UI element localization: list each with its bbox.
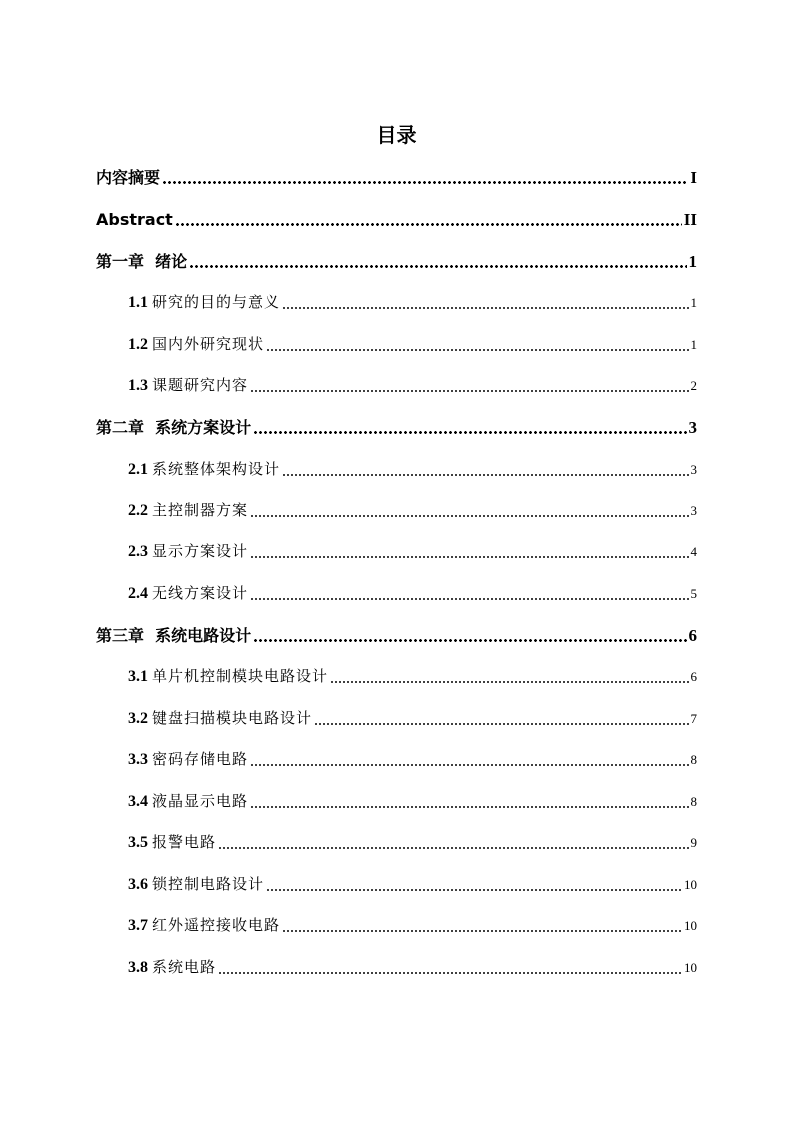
toc-dot-leader bbox=[250, 764, 688, 766]
toc-page-number: II bbox=[683, 210, 697, 229]
toc-section-number: 3.2 bbox=[128, 710, 148, 727]
toc-section-entry[interactable] bbox=[128, 790, 697, 812]
toc-section-title: 主控制器方案 bbox=[152, 501, 249, 519]
toc-chapter-title: 第二章 系统方案设计 bbox=[96, 418, 252, 437]
toc-page-number: 7 bbox=[690, 711, 697, 726]
toc-section-label bbox=[128, 749, 248, 770]
toc-dot-leader bbox=[282, 930, 682, 932]
toc-dot-leader bbox=[250, 556, 688, 558]
toc-chapter-entry[interactable] bbox=[96, 250, 697, 272]
toc-chapter-entry[interactable] bbox=[96, 166, 697, 188]
toc-section-number: 1.1 bbox=[128, 294, 148, 311]
toc-section-number: 3.3 bbox=[128, 751, 148, 768]
toc-section-label bbox=[128, 500, 248, 521]
toc-section-entry[interactable] bbox=[128, 374, 697, 396]
toc-section-title: 系统电路 bbox=[152, 958, 217, 976]
toc-section-entry[interactable] bbox=[128, 831, 697, 853]
toc-dot-leader bbox=[250, 390, 688, 392]
toc-dot-leader bbox=[250, 598, 688, 600]
toc-section-number: 3.8 bbox=[128, 959, 148, 976]
toc-section-number: 3.7 bbox=[128, 917, 148, 934]
toc-section-entry[interactable] bbox=[128, 291, 697, 313]
toc-section-title: 红外遥控接收电路 bbox=[152, 916, 281, 934]
toc-section-label bbox=[128, 541, 248, 562]
toc-section-label bbox=[128, 459, 280, 480]
toc-dot-leader bbox=[218, 972, 682, 974]
toc-page-number: 6 bbox=[690, 669, 697, 684]
toc-dot-leader bbox=[250, 806, 688, 808]
toc-section-number: 3.6 bbox=[128, 876, 148, 893]
toc-section-entry[interactable] bbox=[128, 458, 697, 480]
toc-page-number: 1 bbox=[688, 252, 697, 271]
toc-chapter-entry[interactable] bbox=[96, 416, 697, 438]
toc-page-number: 1 bbox=[690, 337, 697, 352]
toc-dot-leader bbox=[282, 307, 688, 309]
toc-section-number: 1.2 bbox=[128, 336, 148, 353]
toc-dot-leader bbox=[250, 515, 688, 517]
toc-section-entry[interactable] bbox=[128, 956, 697, 978]
toc-section-title: 键盘扫描模块电路设计 bbox=[152, 709, 313, 727]
toc-page-number: 1 bbox=[690, 295, 697, 310]
toc-page-number: 10 bbox=[684, 918, 697, 933]
toc-section-number: 2.3 bbox=[128, 543, 148, 560]
toc-section-entry[interactable] bbox=[128, 748, 697, 770]
toc-section-title: 密码存储电路 bbox=[152, 750, 249, 768]
toc-page-number: 3 bbox=[688, 418, 697, 437]
page-title: 目录 bbox=[376, 123, 417, 147]
toc-section-label bbox=[128, 957, 216, 978]
toc-section-title: 无线方案设计 bbox=[152, 584, 249, 602]
toc-chapter-title: 第三章 系统电路设计 bbox=[96, 626, 252, 645]
toc-dot-leader bbox=[189, 265, 686, 268]
toc-section-number: 3.1 bbox=[128, 668, 148, 685]
toc-section-entry[interactable] bbox=[128, 873, 697, 895]
toc-page-number: 4 bbox=[690, 544, 697, 559]
toc-section-title: 锁控制电路设计 bbox=[152, 875, 265, 893]
toc-page-number: I bbox=[690, 168, 697, 187]
toc-page-number: 8 bbox=[690, 794, 697, 809]
toc-section-number: 2.2 bbox=[128, 502, 148, 519]
toc-chapter-entry[interactable] bbox=[96, 624, 697, 646]
toc-section-label bbox=[128, 915, 280, 936]
toc-dot-leader bbox=[253, 431, 686, 434]
toc-chapter-title: Abstract bbox=[96, 210, 173, 229]
toc-dot-leader bbox=[314, 723, 688, 725]
toc-section-label bbox=[128, 375, 248, 396]
toc-section-label bbox=[128, 708, 312, 729]
toc-section-label bbox=[128, 832, 216, 853]
toc-dot-leader bbox=[218, 847, 688, 849]
toc-page-number: 2 bbox=[690, 378, 697, 393]
toc-section-number: 3.4 bbox=[128, 793, 148, 810]
toc-section-label bbox=[128, 583, 248, 604]
toc-chapter-title: 第一章 绪论 bbox=[96, 252, 188, 271]
toc-dot-leader bbox=[330, 681, 688, 683]
toc-page-number: 3 bbox=[690, 503, 697, 518]
toc-section-label bbox=[128, 874, 264, 895]
toc-section-entry[interactable] bbox=[128, 540, 697, 562]
toc-section-title: 报警电路 bbox=[152, 833, 217, 851]
toc-dot-leader bbox=[266, 889, 682, 891]
toc-page-number: 5 bbox=[690, 586, 697, 601]
toc-section-entry[interactable] bbox=[128, 333, 697, 355]
toc-dot-leader bbox=[175, 223, 682, 226]
toc-page-number: 9 bbox=[690, 835, 697, 850]
toc-page-number: 8 bbox=[690, 752, 697, 767]
toc-section-entry[interactable] bbox=[128, 914, 697, 936]
toc-section-title: 国内外研究现状 bbox=[152, 335, 265, 353]
toc-section-entry[interactable] bbox=[128, 665, 697, 687]
toc-section-label bbox=[128, 334, 264, 355]
toc-section-title: 系统整体架构设计 bbox=[152, 460, 281, 478]
toc-chapter-title: 内容摘要 bbox=[96, 168, 161, 187]
toc-section-title: 课题研究内容 bbox=[152, 376, 249, 394]
toc-dot-leader bbox=[253, 639, 686, 642]
toc-section-entry[interactable] bbox=[128, 582, 697, 604]
toc-section-number: 2.1 bbox=[128, 461, 148, 478]
toc-section-entry[interactable] bbox=[128, 499, 697, 521]
toc-section-number: 1.3 bbox=[128, 377, 148, 394]
toc-page-number: 6 bbox=[688, 626, 697, 645]
toc-page-number: 10 bbox=[684, 877, 697, 892]
toc-dot-leader bbox=[162, 181, 688, 184]
toc-page-number: 10 bbox=[684, 960, 697, 975]
toc-section-title: 显示方案设计 bbox=[152, 542, 249, 560]
toc-section-label bbox=[128, 292, 280, 313]
toc-chapter-entry[interactable] bbox=[96, 208, 697, 230]
toc-dot-leader bbox=[266, 349, 688, 351]
toc-section-title: 单片机控制模块电路设计 bbox=[152, 667, 329, 685]
toc-section-title: 研究的目的与意义 bbox=[152, 293, 281, 311]
toc-section-entry[interactable] bbox=[128, 707, 697, 729]
toc-section-number: 3.5 bbox=[128, 834, 148, 851]
toc-dot-leader bbox=[282, 474, 688, 476]
toc-page-number: 3 bbox=[690, 462, 697, 477]
toc-section-number: 2.4 bbox=[128, 585, 148, 602]
toc-section-label bbox=[128, 791, 248, 812]
toc-section-label bbox=[128, 666, 328, 687]
toc-section-title: 液晶显示电路 bbox=[152, 792, 249, 810]
